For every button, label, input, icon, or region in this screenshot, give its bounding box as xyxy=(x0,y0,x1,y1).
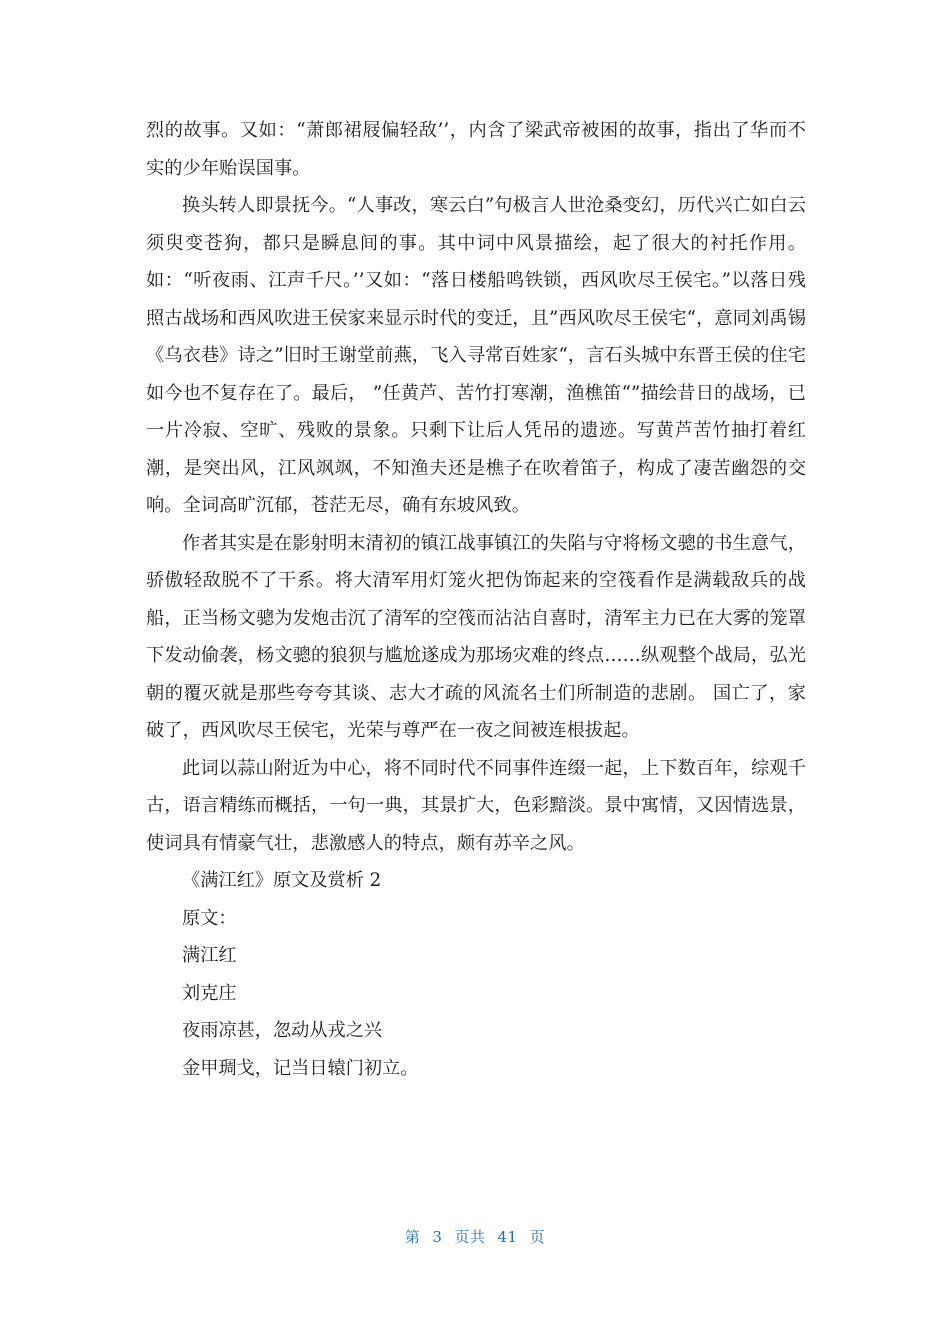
original-label: 原文： xyxy=(182,907,237,929)
paragraph-1: 烈的故事。又如：“萧郎裙屐偏轻敌’’，内含了梁武帝被困的故事，指出了华而不实的少年贻误国事。 xyxy=(146,120,806,179)
poem-line-1: 金甲琱戈，记当日辕门初立。 xyxy=(182,1057,419,1079)
paragraph-3: 作者其实是在影射明末清初的镇江战事镇江的失陷与守将杨文骢的书生意气，骄傲轻敌脱不了干系。将大清军用灯笼火把伪饰起来的空筏看作是满载敌兵的战船，正当杨文骢为发炮击沉了清军的空筏而沾沾自喜时，清军主力已在大雾的笼罩下发动偷袭，杨文骢的狼狈与尴尬遂成为那场灾难的终点……纵观整个战局，弘光朝的覆灭就是那些夸夸其谈、志大才疏的风流名士们所制造的悲剧。 国亡了，家破了，西风吹尽王侯宅，光荣与尊严在一夜之间被连根拔起。 xyxy=(146,532,806,741)
poem-author: 刘克庄 xyxy=(182,982,237,1004)
footer-page-number: 3 xyxy=(432,1228,443,1246)
poem-title: 满江红 xyxy=(182,945,237,966)
footer-prefix: 第 xyxy=(404,1228,421,1246)
footer-suffix: 页 xyxy=(529,1228,546,1246)
page-footer xyxy=(0,1226,950,1247)
poem-preface: 夜雨凉甚，忽动从戎之兴 xyxy=(182,1020,383,1041)
document-body xyxy=(146,112,806,1087)
footer-total-pages: 41 xyxy=(497,1228,518,1246)
paragraph-2: 换头转人即景抚今。“人事改，寒云白”句极言人世沧桑变幻，历代兴亡如白云须臾变苍狗，都只是瞬息间的事。其中词中风景描绘，起了很大的衬托作用。如：“听夜雨、江声千尺。’’又如：“落日楼船鸣铁锁，西风吹尽王侯宅。”以落日残照古战场和西风吹进王侯家来显示时代的变迁，且”西风吹尽王侯宅“，意同刘禹锡《乌衣巷》诗之”旧时王谢堂前燕，飞入寻常百姓家“，言石头城中东晋王侯的住宅如今也不复存在了。最后， ”任黄芦、苦竹打寒潮，渔樵笛“”描绘昔日的战场，已一片冷寂、空旷、残败的景象。只剩下让后人凭吊的遗迹。写黄芦苦竹抽打着红潮，是突出风，江风飒飒，不知渔夫还是樵子在吹着笛子，构成了凄苦幽怨的交响。全词高旷沉郁，苍茫无尽，确有东坡风致。 xyxy=(146,195,806,516)
footer-middle: 页共 xyxy=(454,1228,486,1246)
paragraph-4: 此词以蒜山附近为中心，将不同时代不同事件连缀一起，上下数百年，综观千古，语言精练而概括，一句一典，其景扩大，色彩黯淡。景中寓情，又因情选景，使词具有情豪气壮，悲激感人的特点，颇有苏辛之风。 xyxy=(146,757,806,854)
section-heading: 《满江红》原文及赏析 2 xyxy=(182,870,382,891)
